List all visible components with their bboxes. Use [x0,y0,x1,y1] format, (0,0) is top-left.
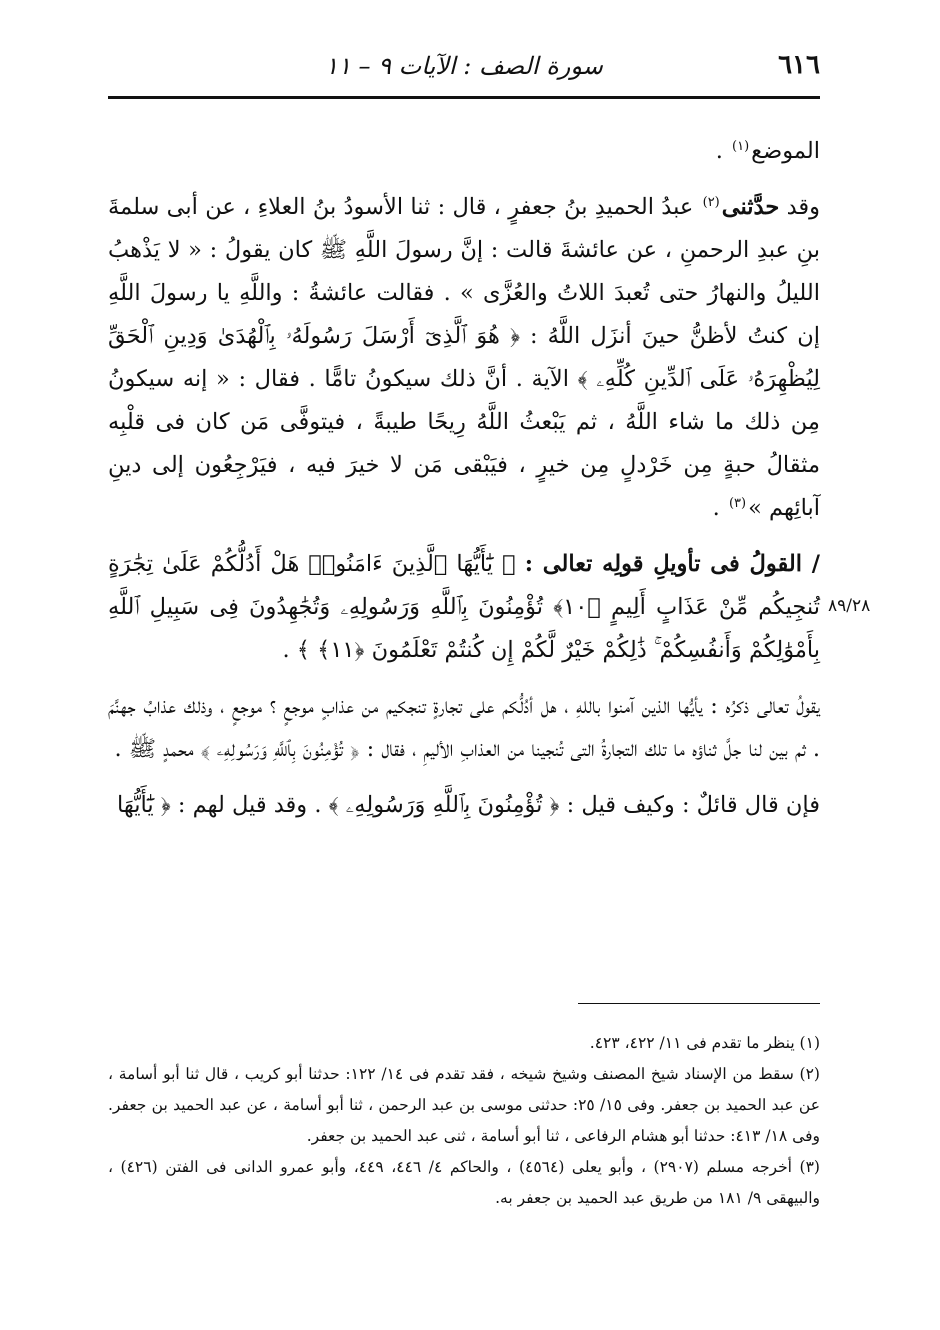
footnote-ref: (١) [732,138,750,154]
page-header [108,50,820,90]
footnote-rule [578,1003,820,1004]
text: عبدُ الحميدِ بنُ جعفرٍ ، قال : ثنا الأسودُ بنُ العلاءِ ، عن أبى سلمةَ بنِ عبدِ الرحمنِ ، عن عائشةَ قالت : إنَّ رسولَ اللَّهِ ﷺ كان يقولُ : « لا يَذْهبُ الليلُ والنهارُ حتى تُعبدَ اللاتُ والعُزَّى » . فقالت عائشةُ : واللَّهِ يا رسولَ اللَّهِ إن كنتُ لأظنُّ حينَ أنزَل اللَّهُ : [108,194,820,349]
transmission-term: حدَّثنى [721,194,780,220]
text: يقولُ تعالى ذكرُه : يأيُّها الذين آمنوا باللهِ ، هل أدُلُّكم على تجارةٍ تنجكيم من عذابٍ موجعٍ ؟ موجعٍ ، وذلك عذابُ جهنَّمَ . ثم بين لنا جلَّ ثناؤه ما تلك التجارةُ التى تُنجينا من العذابِ الأليمِ ، فقال : [108,693,820,762]
paragraph-4 [108,685,820,771]
quran-verse: ﴿ يَٰٓأَيُّهَا [117,792,171,818]
text: وقد [786,194,821,220]
footnote-ref: (٣) [728,495,747,511]
footnote: (٢) سقط من الإسناد شيخ المصنف وشيخ شيخه ، فقد تقدم فى ١٤/ ١٢٢: حدثنا أبو كريب ، قال ثنا أبو أسامة ، عن عبد الحميد بن جعفر. وفى ١٥/ ٢٥: حدثنى موسى بن عبد الرحمن ، ثنا أبو أسامة ، عن عبد الحميد بن جعفر. وفى ١٨/ ٤١٣: حدثنا أبو هشام الرفاعى ، ثنا أبو أسامة ، ثنى عبد الحميد بن جعفر. [108,1065,820,1145]
section-heading: / القولُ فى تأويلِ قولِه تعالى : [524,551,821,577]
page-number: ٦١٦ [778,50,820,80]
text: محمدٍ ﷺ . [114,736,194,762]
footnote-ref: (٢) [702,194,720,210]
text: . [712,495,720,521]
text: فإن قال قائلٌ : وكيف قيل : [566,792,820,818]
paragraph-5 [108,784,820,827]
paragraph-1 [108,130,820,173]
main-text [108,130,820,840]
footnote: (١) ينظر ما تقدم فى ١١/ ٤٢٢، ٤٢٣. [589,1034,820,1052]
quran-verse: ﴿ تُؤْمِنُونَ بِٱللَّهِ وَرَسُولِهِۦ ﴾ [328,792,560,818]
text: . [715,138,723,164]
footnotes [108,1028,820,1214]
quran-verse: ﴿ هُوَ ٱلَّذِىٓ أَرْسَلَ رَسُولَهُۥ بِٱلْهُدَىٰ وَدِينِ ٱلْحَقِّ لِيُظْهِرَهُۥ عَلَى ٱلدِّينِ كُلِّهِۦ ﴾ [108,323,821,392]
paragraph-3 [108,543,820,672]
header-rule [108,96,820,99]
quran-verse: ﴿ تُؤْمِنُونَ بِٱللَّهِ وَرَسُولِهِۦ ﴾ [200,736,360,762]
footnote: (٣) أخرجه مسلم (٢٩٠٧) ، وأبو يعلى (٤٥٦٤) ، والحاكم ٤/ ٤٤٦، ٤٤٩، وأبو عمرو الدانى فى الفتن (٤٢٦) ، والبيهقى ٩/ ١٨١ من طريق عبد الحميد بن جعفر به. [108,1158,820,1207]
text: الآية . أنَّ ذلك سيكونُ تامًّا . فقال : « إنه سيكونُ مِن ذلك ما شاء اللَّهُ ، ثم يَبْعثُ اللَّهُ رِيحًا طيبةً ، فيتوفَّى مَن كان فى قلْبِه مثقالُ حبةٍ مِن خَرْدلٍ مِن خيرٍ ، فيَبْقى مَن لا خيرَ فيه ، فيَرْجِعُون إلى دينِ آبائِهم » [108,366,820,521]
text: . [282,637,290,663]
running-title: سورة الصف : الآيات ٩ – ١١ [325,52,603,80]
paragraph-2 [108,186,820,530]
text: الموضع [751,138,820,164]
text: . وقد قيل لهم : [177,792,322,818]
margin-reference: ٨٩/٢٨ [828,596,871,616]
quran-verse: ﴿ يَٰٓأَيُّهَا ٱلَّذِينَ ءَامَنُوا۟ هَلْ أَدُلُّكُمْ عَلَىٰ تِجَٰرَةٍ تُنجِيكُم مِّنْ عَذَابٍ أَلِيمٍ ﴿١٠﴾ تُؤْمِنُونَ بِٱللَّهِ وَرَسُولِهِۦ وَتُجَٰهِدُونَ فِى سَبِيلِ ٱللَّهِ بِأَمْوَٰلِكُمْ وَأَنفُسِكُمْ ۚ ذَٰلِكُمْ خَيْرٌ لَّكُمْ إِن كُنتُمْ تَعْلَمُونَ ﴿١١﴾ ﴾ [108,551,820,663]
